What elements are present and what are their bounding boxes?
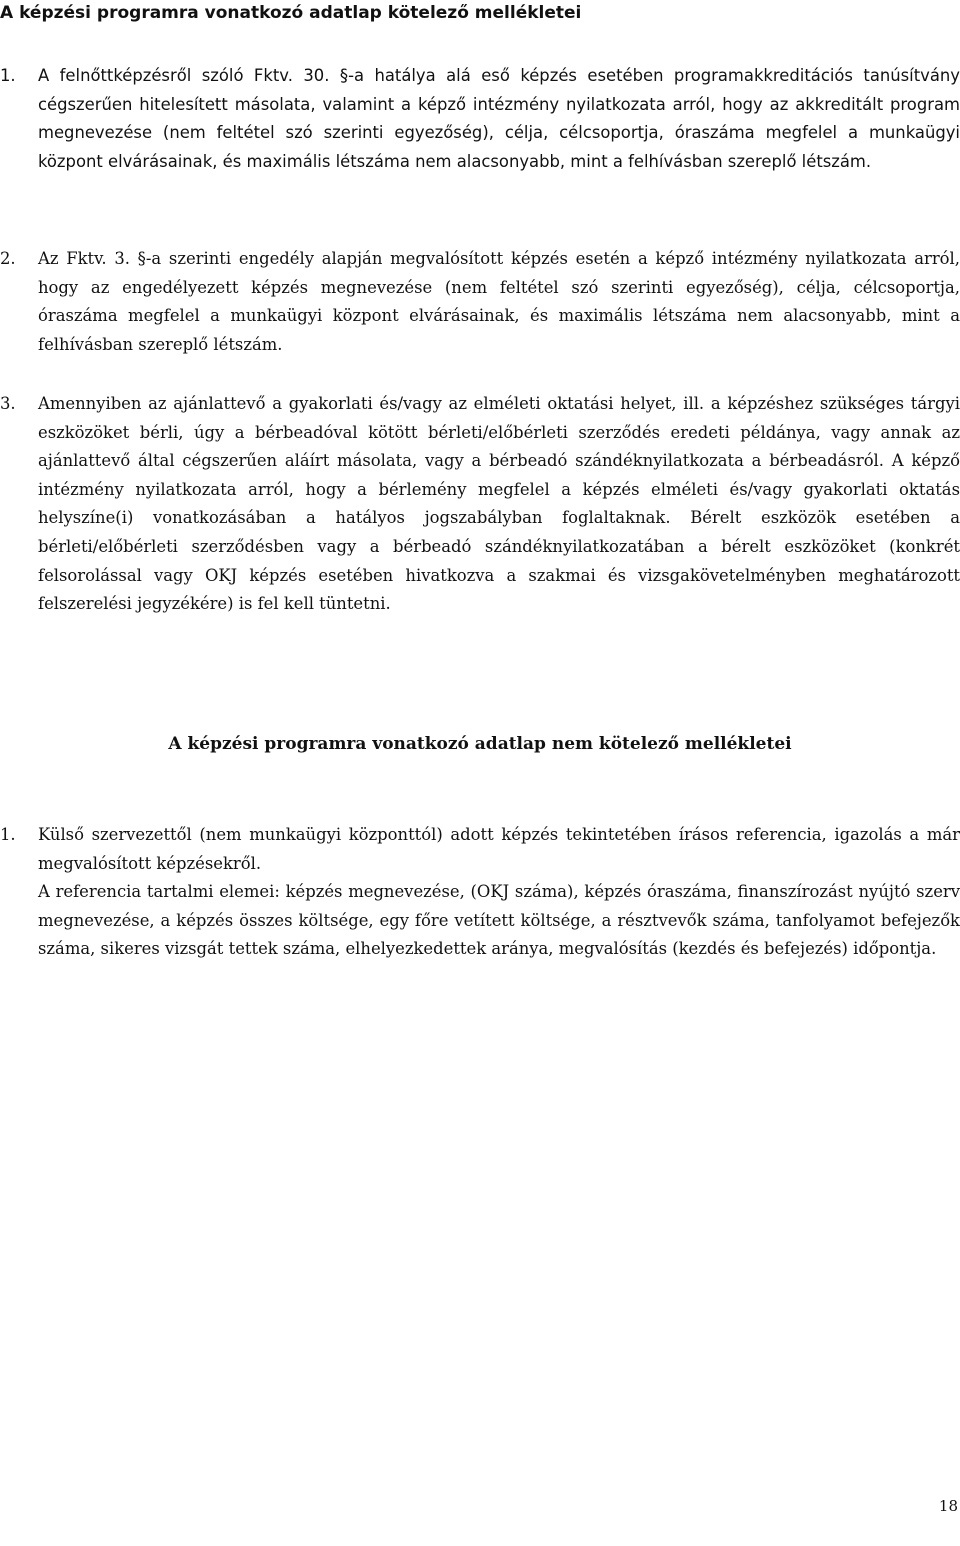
optional-attachments-heading: A képzési programra vonatkozó adatlap nem kötelező mellékletei	[168, 734, 792, 754]
optional-item-1-number: 1.	[0, 825, 16, 844]
page-number: 18	[938, 1497, 958, 1515]
optional-item-1-reference-elements: A referencia tartalmi elemei: képzés megnevezése, (OKJ száma), képzés óraszáma, finanszírozást nyújtó szerv megnevezése, a képzés összes költsége, egy főre vetített költsége, a résztvevők száma, tanfolyamot befejezők száma, sikeres vizsgát tettek száma, elhelyezkedettek aránya, megvalósítás (kezdés és befejezés) időpontja.	[38, 882, 960, 959]
optional-item-1-text: Külső szervezettől (nem munkaügyi központtól) adott képzés tekintetében írásos referencia, igazolás a már megvalósított képzésekről.	[38, 825, 960, 873]
mandatory-attachments-heading: A képzési programra vonatkozó adatlap kötelező mellékletei	[0, 3, 582, 23]
mandatory-item-1	[0, 62, 960, 176]
mandatory-item-3-text: Amennyiben az ajánlattevő a gyakorlati és/vagy az elméleti oktatási helyet, ill. a képzéshez szükséges tárgyi eszközöket bérli, úgy a bérbeadóval kötött bérleti/előbérleti szerződés eredeti példánya, vagy annak az ajánlattevő által cégszerűen aláírt másolata, vagy a bérbeadó szándéknyilatkozata a bérbeadásról. A képző intézmény nyilatkozata arról, hogy a bérlemény megfelel a képzés elméleti és/vagy gyakorlati oktatás helyszíne(i) vonatkozásában a hatályos jogszabályban foglaltaknak. Bérelt eszközök esetében a bérleti/előbérleti szerződésben vagy a bérbeadó szándéknyilatkozatában a bérelt eszközöket (konkrét felsorolással vagy OKJ képzés esetében hivatkozva a szakmai és vizsgakövetelményben meghatározott felszerelési jegyzékére) is fel kell tüntetni.	[38, 394, 960, 614]
optional-item-1-body	[38, 821, 960, 964]
mandatory-item-2-text: Az Fktv. 3. §-a szerinti engedély alapján megvalósított képzés esetén a képző intézmény nyilatkozata arról, hogy az engedélyezett képzés megnevezése (nem feltétel szó szerinti egyezőség), célja, célcsoportja, óraszáma megfelel a munkaügyi központ elvárásainak, és maximális létszáma nem alacsonyabb, mint a felhívásban szereplő létszám.	[38, 249, 960, 354]
mandatory-item-1-text: A felnőttképzésről szóló Fktv. 30. §-a hatálya alá eső képzés esetében programakkreditációs tanúsítvány cégszerűen hitelesített másolata, valamint a képző intézmény nyilatkozata arról, hogy az akkreditált program megnevezése (nem feltétel szó szerinti egyezőség), célja, célcsoportja, óraszáma megfelel a munkaügyi központ elvárásainak, és maximális létszáma nem alacsonyabb, mint a felhívásban szereplő létszám.	[38, 66, 960, 171]
mandatory-item-3	[0, 390, 960, 619]
mandatory-item-2	[0, 245, 960, 359]
optional-item-1	[0, 821, 960, 964]
mandatory-item-2-number: 2.	[0, 249, 16, 268]
mandatory-item-3-number: 3.	[0, 394, 16, 413]
mandatory-item-1-number: 1.	[0, 66, 16, 85]
